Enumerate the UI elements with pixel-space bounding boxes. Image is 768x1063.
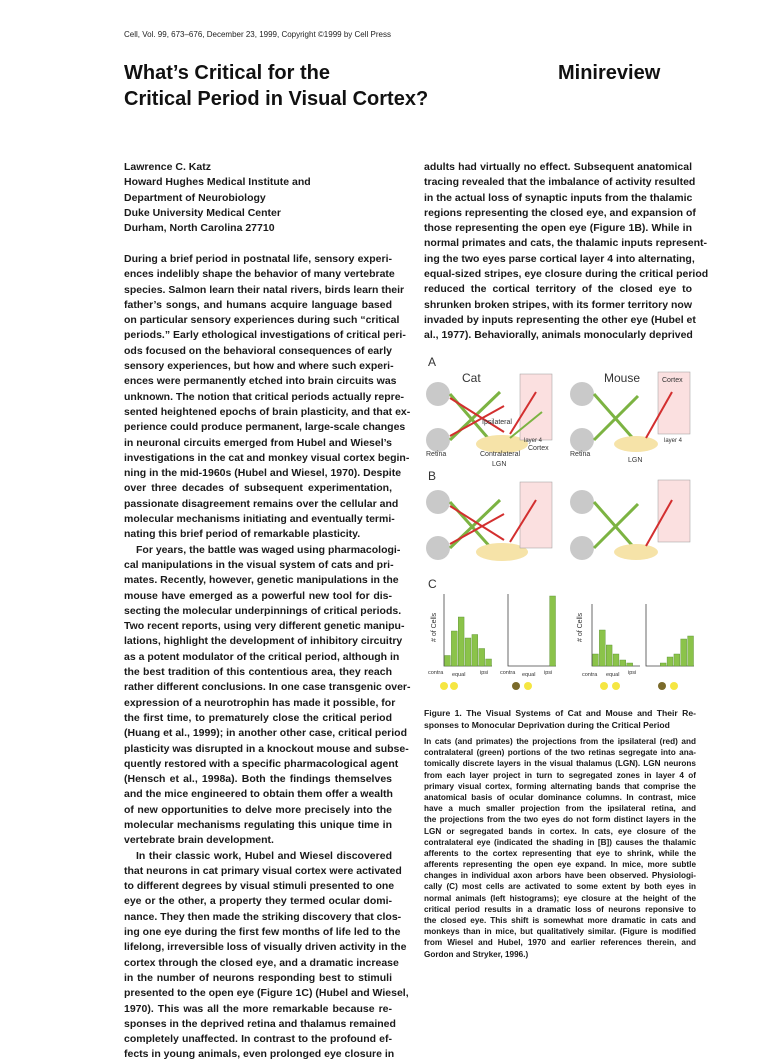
histogram-bar	[479, 649, 485, 667]
body-text-line: passionate disagreement remains over the cellular and	[124, 497, 399, 510]
body-text-line: During a brief period in postnatal life, sensory experi-	[124, 253, 392, 265]
cortex-box	[658, 480, 690, 542]
caption-line: anatomical basis of ocular dominance columns. In contrast, mice	[424, 792, 696, 802]
body-text-line: equal-sized stripes, eye closure during the critical period	[424, 268, 709, 281]
body-text-line: completely unaffected. In contrast to the profound ef-	[124, 1033, 392, 1046]
retina-eye-top	[570, 382, 594, 406]
caption-line: Gordon and Stryker, 1996.)	[424, 949, 529, 959]
body-text-line: to different degrees by visual stimuli presented to one	[124, 880, 395, 893]
journal-citation: Cell, Vol. 99, 673–676, December 23, 1999, Copyright ©1999 by Cell Press	[124, 30, 391, 39]
axis-ipsi-label: ipsi	[480, 670, 489, 676]
caption-line: tomically discrete layers in the visual thalamus (LGN). LGN neurons	[424, 759, 696, 769]
body-text-line: ing the two eyes parse cortical layer 4 into alternating,	[424, 252, 695, 265]
closed-eye-icon	[512, 682, 520, 690]
body-text-line: sented heightened epochs of brain plasticity, and that ex-	[124, 405, 411, 418]
caption-line: the projections from the two eyes do not form distinct layers in the	[424, 815, 696, 825]
retina-label-cat: Retina	[426, 451, 447, 458]
contralateral-label: Contralateral	[480, 451, 521, 458]
lgn-label-mouse: LGN	[628, 457, 643, 464]
body-text-line: the first time, to prematurely close the critical period	[124, 711, 392, 724]
body-text-line: investigations in the cat and monkey visual cortex begin-	[124, 451, 410, 464]
closed-eye-icon	[658, 682, 666, 690]
histogram-bar	[606, 645, 612, 666]
lgn-label-cat: LGN	[492, 461, 507, 468]
body-text-line: ing one eye during the first few months of life led to the	[124, 926, 401, 939]
body-text-line: plasticity was disrupted in a knockout mouse and subse-	[124, 742, 409, 755]
ipsilateral-label: Ipsilateral	[482, 419, 512, 426]
body-text-line: perience could produce permanent, large-scale changes	[124, 421, 406, 434]
body-text-line: of new opportunities to delve more precisely into the	[124, 803, 392, 816]
body-text-line: In their classic work, Hubel and Wiesel discovered	[136, 849, 392, 862]
body-text-line: lifelong, irreversible loss of visually driven activity in the	[124, 941, 407, 954]
caption-line: normal animals (left histograms); eye closure at the height of the	[424, 893, 696, 903]
author-line: Howard Hughes Medical Institute and	[124, 176, 311, 189]
caption-line: from Wiesel and Hubel, 1970 and earlier references therein, and	[424, 938, 696, 948]
axis-equal-label: equal	[606, 672, 620, 678]
body-text-line: lations, highlight the development of inhibitory circuitry	[124, 635, 403, 648]
body-text-line: secting the molecular underpinnings of critical periods.	[124, 604, 402, 617]
histogram-bar	[445, 656, 451, 667]
article-title-line: What’s Critical for the	[124, 62, 330, 84]
axis-ipsi-label: ipsi	[628, 670, 637, 676]
body-text-line: molecular mechanisms initiating and eventually termi-	[124, 513, 395, 526]
section-label: Minireview	[558, 62, 661, 84]
histogram-bar	[674, 654, 680, 666]
caption-line: critical period results in a dramatic loss of neurons reponsive to	[424, 904, 696, 914]
retina-eye-top	[426, 382, 450, 406]
histogram-bar	[627, 663, 633, 666]
body-text-line: (Huang et al., 1999); in another other case, critical period	[124, 727, 407, 740]
cells-axis-label-mouse: # of Cells	[577, 612, 584, 642]
caption-line: from each layer project in turn to segregated zones in layer 4 of	[424, 770, 696, 780]
axis-equal-label: equal	[522, 672, 536, 678]
panel-c-label: C	[428, 577, 437, 591]
open-eye-icon	[600, 682, 608, 690]
histogram-bar	[620, 660, 626, 666]
ocular-dominance-histograms	[444, 594, 694, 666]
author-line: Duke University Medical Center	[124, 206, 281, 219]
panel-b-label: B	[428, 469, 437, 483]
body-text-line: regions representing the closed eye, and expansion of	[424, 206, 696, 219]
axis-ipsi-label: ipsi	[544, 670, 553, 676]
body-text-line: rather different conclusions. In one case transgenic over-	[124, 681, 411, 694]
eye-symbols	[440, 682, 678, 690]
right-column-text	[424, 160, 709, 344]
cat-diagram-b	[426, 482, 552, 561]
open-eye-icon	[612, 682, 620, 690]
body-text-line: species. Salmon learn their natal rivers, birds learn their	[124, 283, 405, 296]
body-text-line: periods.” Early ethological investigations of critical peri-	[124, 329, 406, 342]
layer4-label-cat: layer 4	[524, 438, 543, 444]
cortex-label-cat: Cortex	[528, 445, 549, 452]
body-text-line: fects in young animals, even prolonged eye closure in	[124, 1048, 395, 1061]
figure-1-svg	[424, 352, 696, 702]
retina-eye-top	[570, 490, 594, 514]
caption-title-line: Figure 1. The Visual Systems of Cat and Mouse and Their Re-	[424, 708, 696, 718]
body-text-line: ences were permanently etched into brain circuits was	[124, 375, 397, 388]
axis-contra-label: contra	[582, 672, 598, 678]
body-text-line: the best tradition of this contentious area, they reach	[124, 666, 392, 679]
body-text-line: and the mice engineered to obtain them offer a wealth	[124, 788, 393, 801]
body-text-line: those representing the open eye (Figure 1B). While in	[424, 222, 692, 235]
figure-caption	[424, 708, 696, 960]
body-text-line: Two recent reports, using very different genetic manipu-	[124, 620, 405, 633]
axis-equal-label: equal	[452, 672, 466, 678]
body-text-line: nance. They then made the striking discovery that clos-	[124, 910, 402, 923]
layer4-label-mouse: layer 4	[664, 438, 683, 444]
caption-line: monkeys than in mice, but qualitatively similar. (Figure is modified	[424, 927, 696, 937]
body-text-line: reduced the cortical territory of the closed eye to	[424, 283, 692, 296]
body-text-line: ences indelibly shape the behavior of many vertebrate	[124, 268, 395, 281]
body-text-line: mates. Recently, however, genetic manipulations in the	[124, 574, 399, 587]
caption-line: cally (C) most cells are activated to some extent by both eyes in	[424, 882, 696, 892]
body-text-line: presented to the open eye (Figure 1C) (Hubel and Wiesel,	[124, 987, 409, 1000]
caption-line: contralateral (green) portions of the two retinas segregate into ana-	[424, 748, 696, 758]
histogram-bar	[486, 659, 492, 666]
body-text-line: mouse have emerged as a powerful new tool for dis-	[124, 589, 392, 602]
caption-line: In cats (and primates) the projections from the ipsilateral (red) and	[424, 737, 696, 746]
histogram-bar	[613, 654, 619, 666]
body-text-line: eye or the other, a property they termed ocular domi-	[124, 895, 392, 908]
cortex-box	[520, 482, 552, 548]
lgn-region	[614, 544, 658, 560]
article-title	[124, 60, 428, 112]
cortex-label-mouse: Cortex	[662, 377, 683, 384]
caption-line: afferents to the cortex representing that eye to shrink, while the	[424, 848, 696, 858]
caption-line: changes in individual axon arbors have been observed. Physiologi-	[424, 871, 696, 881]
body-text-line: adults had virtually no effect. Subsequent anatomical	[424, 161, 692, 173]
cortex-box	[520, 374, 552, 440]
caption-line: contralateral eye (indicated the shading in [B]) causes the thalamic	[424, 837, 696, 847]
caption-line: afferents representing the open eye expand. In mice, more subtle	[424, 860, 696, 870]
body-text-line: as a potent modulator of the critical period, although in	[124, 650, 400, 663]
body-text-line: (Hensch et al., 1998a). Both the findings themselves	[124, 773, 392, 786]
caption-line: LGN or segregated bands in cortex. In cats, eye closure of the	[424, 826, 696, 836]
body-text-line: vertebrate brain development.	[124, 834, 274, 847]
panel-a-label: A	[428, 355, 437, 369]
body-text-line: al., 1977). Behaviorally, animals monocularly deprived	[424, 329, 693, 342]
histogram-bar	[681, 639, 687, 666]
body-text-line: in the number of neurons responding best to stimuli	[124, 971, 392, 984]
body-text-line: father’s songs, and humans acquire language based	[124, 298, 392, 311]
body-text-line: on particular sensory experiences during such “critical	[124, 314, 400, 327]
body-text-line: ning in the mid-1960s (Hubel and Wiesel, 1970). Despite	[124, 467, 402, 480]
author-line: Lawrence C. Katz	[124, 161, 211, 173]
article-title-line: Critical Period in Visual Cortex?	[124, 88, 429, 110]
left-column-text	[124, 252, 411, 1063]
ipsi-pathway	[450, 506, 504, 540]
body-text-line: sponses in the deprived retina and thalamus remained	[124, 1017, 396, 1030]
mouse-label: Mouse	[604, 371, 641, 385]
histogram-bar	[451, 631, 457, 666]
histogram-bar	[660, 663, 666, 666]
retina-eye-bottom	[570, 428, 594, 452]
open-eye-icon	[440, 682, 448, 690]
axis-contra-label: contra	[500, 670, 516, 676]
body-text-line: nating this brief period of remarkable plasticity.	[124, 528, 361, 541]
body-text-line: molecular mechanisms regulating this unique time in	[124, 818, 392, 831]
retina-eye-bottom	[570, 536, 594, 560]
figure-1	[424, 352, 696, 702]
author-line: Durham, North Carolina 27710	[124, 222, 275, 235]
histogram-bar	[688, 636, 694, 666]
body-text-line: over three decades of subsequent experimentation,	[124, 482, 392, 495]
retina-eye-top	[426, 490, 450, 514]
caption-line: primary visual cortex, forming alternating bands that comprise the	[424, 781, 696, 791]
caption-line: have a much smaller projection from the ipsilateral retina, and	[424, 804, 696, 814]
histogram-bar	[550, 596, 556, 666]
body-text-line: normal primates and cats, the thalamic inputs represent-	[424, 237, 707, 250]
body-text-line: quently restored with a specific pharmacological agent	[124, 757, 399, 770]
retina-eye-bottom	[426, 428, 450, 452]
body-text-line: invaded by inputs representing the other eye (Hubel et	[424, 313, 696, 326]
body-text-line: that neurons in cat primary visual cortex were activated	[124, 864, 402, 877]
histogram-bar	[593, 654, 599, 666]
body-text-line: shrunken broken stripes, with its former territory now	[424, 298, 692, 311]
body-text-line: expression of a neurotrophin has made it possible, for	[124, 696, 396, 709]
body-text-line: in neuronal circuits emerged from Hubel and Wiesel’s	[124, 436, 392, 449]
body-text-line: sensory experiences, but how and where such experi-	[124, 360, 394, 373]
mouse-diagram-a	[570, 371, 690, 464]
histogram-axis	[508, 594, 556, 666]
histogram-bar	[472, 635, 478, 667]
cat-label: Cat	[462, 371, 481, 385]
body-text-line: 1970). This was all the more remarkable because re-	[124, 1002, 392, 1015]
caption-line: the closed eye. This shift is somewhat more dramatic in cats and	[424, 916, 696, 925]
axis-contra-label: contra	[428, 670, 444, 676]
open-eye-icon	[670, 682, 678, 690]
cells-axis-label-cat: # of Cells	[431, 612, 438, 642]
retina-label-mouse: Retina	[570, 451, 591, 458]
body-text-line: ods focused on the behavioral consequences of early	[124, 344, 392, 357]
open-eye-icon	[450, 682, 458, 690]
author-affiliation	[124, 160, 311, 236]
body-text-line: cortex through the closed eye, and a dramatic increase	[124, 956, 399, 969]
body-text-line: For years, the battle was waged using pharmacologi-	[136, 543, 401, 556]
histogram-bar	[465, 638, 471, 666]
open-eye-icon	[524, 682, 532, 690]
mouse-diagram-b	[570, 480, 690, 560]
body-text-line: in the actual loss of synaptic inputs from the thalamic	[424, 191, 693, 204]
histogram-bar	[458, 617, 464, 666]
body-text-line: unknown. The notion that critical periods actually repre-	[124, 390, 405, 403]
caption-title-line: sponses to Monocular Deprivation during the Critical Period	[424, 720, 670, 730]
body-text-line: cal manipulations in the visual system of cats and pri-	[124, 558, 394, 571]
histogram-bar	[599, 630, 605, 666]
author-line: Department of Neurobiology	[124, 191, 266, 204]
cat-diagram-a	[426, 371, 552, 468]
retina-eye-bottom	[426, 536, 450, 560]
ipsi-pathway	[450, 514, 504, 544]
lgn-region	[614, 436, 658, 452]
body-text-line: tracing revealed that the imbalance of activity resulted	[424, 176, 696, 189]
histogram-bar	[667, 657, 673, 666]
